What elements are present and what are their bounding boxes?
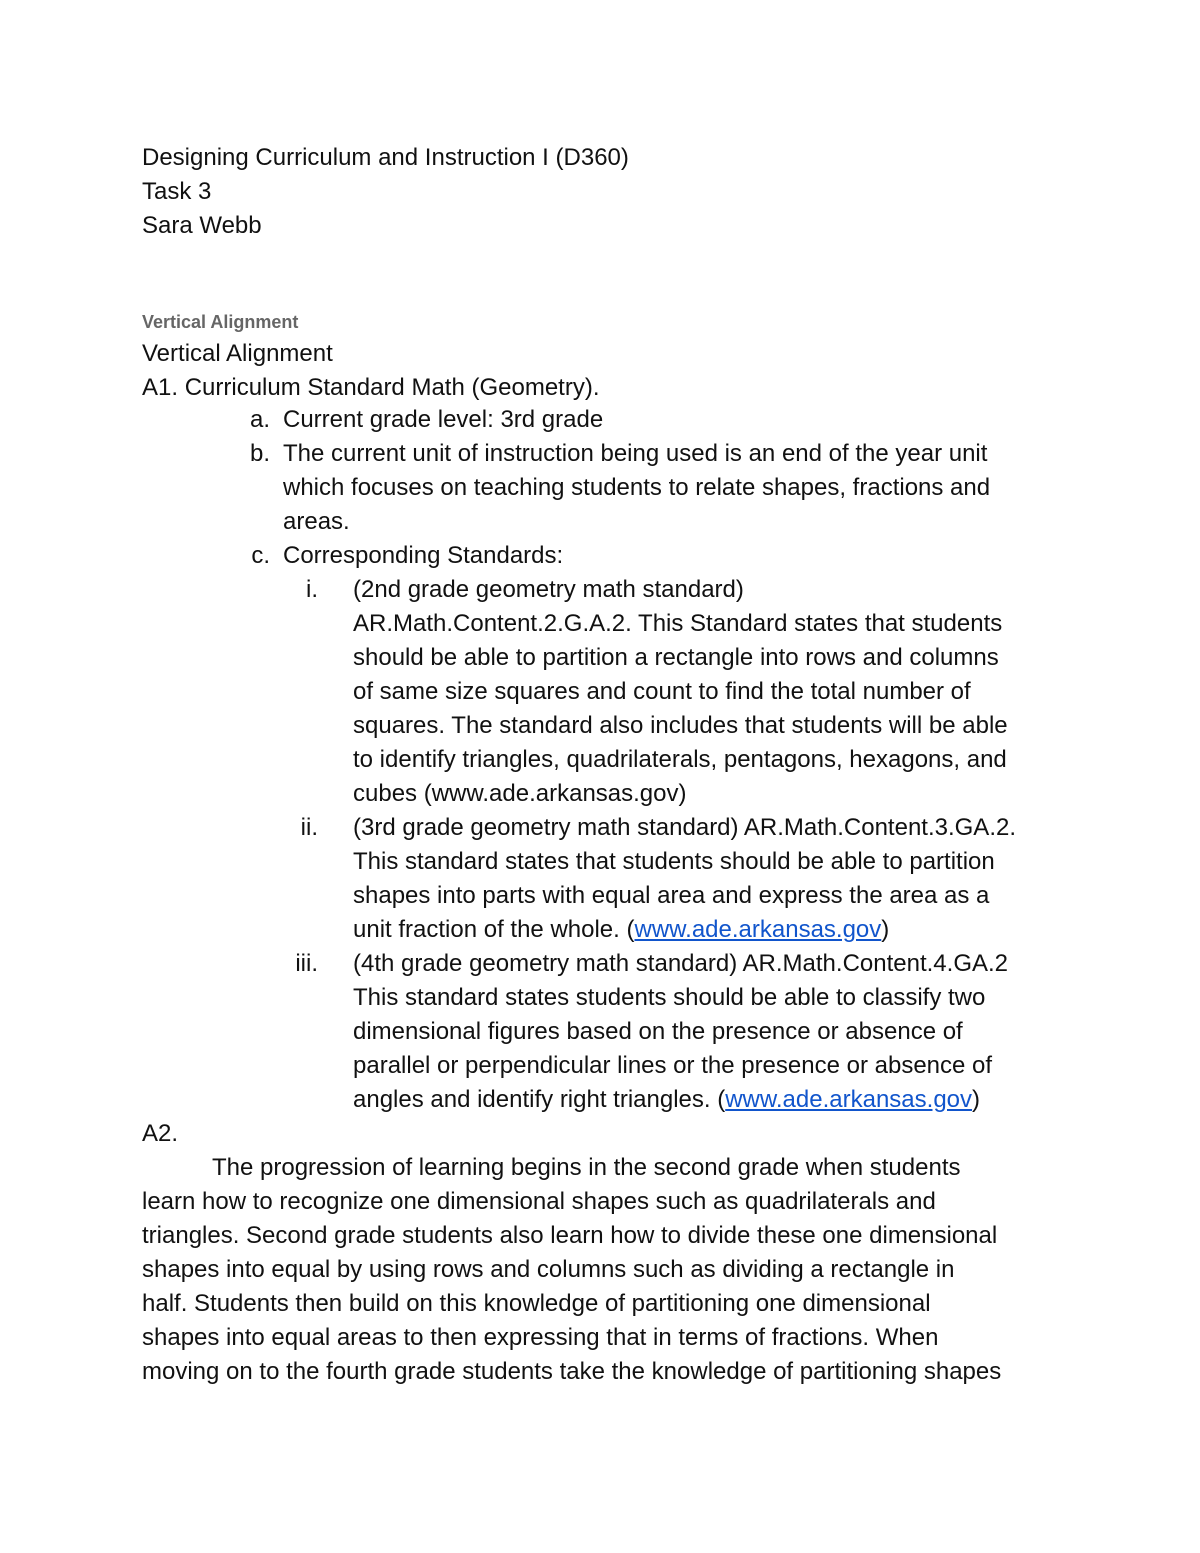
list-item-i-line: AR.Math.Content.2.G.A.2. This Standard states that students [353, 610, 1003, 637]
ade-arkansas-link[interactable]: www.ade.arkansas.gov [634, 916, 882, 943]
task-label: Task 3 [142, 178, 212, 205]
a2-paragraph-line: learn how to recognize one dimensional shapes such as quadrilaterals and [142, 1188, 936, 1215]
list-item-i-line: (2nd grade geometry math standard) [353, 576, 744, 603]
a2-paragraph-line: half. Students then build on this knowledge of partitioning one dimensional [142, 1290, 931, 1317]
list-item-ii-prefix: unit fraction of the whole. ( [353, 916, 635, 943]
a2-paragraph-line: triangles. Second grade students also learn how to divide these one dimensional [142, 1222, 998, 1249]
list-marker-i: i. [306, 576, 318, 603]
list-item-iii-suffix: ) [972, 1086, 981, 1113]
list-marker-c: c. [251, 542, 270, 569]
list-item-i-line: to identify triangles, quadrilaterals, pentagons, hexagons, and [353, 746, 1007, 773]
list-marker-b: b. [249, 440, 270, 467]
list-item-b-line: The current unit of instruction being used is an end of the year unit [283, 440, 988, 467]
list-item-a-line: Current grade level: 3rd grade [283, 406, 604, 433]
small-heading: Vertical Alignment [142, 312, 299, 332]
list-item-i-line: should be able to partition a rectangle into rows and columns [353, 644, 999, 671]
list-item-i-line: cubes (www.ade.arkansas.gov) [353, 780, 687, 807]
a2-paragraph-line: shapes into equal by using rows and columns such as dividing a rectangle in [142, 1256, 955, 1283]
a2-paragraph-line: shapes into equal areas to then expressing that in terms of fractions. When [142, 1324, 939, 1351]
list-item-iii-line: (4th grade geometry math standard) AR.Math.Content.4.GA.2 [353, 950, 1009, 977]
list-item-ii-last-line [353, 913, 889, 947]
list-item-ii-line: shapes into parts with equal area and express the area as a [353, 882, 990, 909]
list-marker-iii: iii. [295, 950, 318, 977]
course-title: Designing Curriculum and Instruction I (D360) [142, 144, 629, 171]
list-item-c-line: Corresponding Standards: [283, 542, 564, 569]
list-marker-a: a. [249, 406, 270, 433]
list-item-ii-line: (3rd grade geometry math standard) AR.Math.Content.3.GA.2. [353, 814, 1016, 841]
list-item-b-line: areas. [283, 508, 350, 535]
list-item-iii-line: This standard states students should be able to classify two [353, 984, 986, 1011]
a2-paragraph-line: moving on to the fourth grade students take the knowledge of partitioning shapes [142, 1358, 1002, 1385]
ade-arkansas-link[interactable]: www.ade.arkansas.gov [725, 1086, 973, 1113]
list-item-iii-last-line [353, 1083, 980, 1117]
list-item-iii-line: parallel or perpendicular lines or the presence or absence of [353, 1052, 993, 1079]
list-item-ii-suffix: ) [881, 916, 890, 943]
list-item-ii-line: This standard states that students should be able to partition [353, 848, 995, 875]
a2-title: A2. [142, 1120, 179, 1147]
section-heading: Vertical Alignment [142, 340, 333, 367]
list-item-iii-prefix: angles and identify right triangles. ( [353, 1086, 726, 1113]
list-item-iii-line: dimensional figures based on the presence or absence of [353, 1018, 963, 1045]
a1-title: A1. Curriculum Standard Math (Geometry). [142, 374, 600, 401]
list-item-b-line: which focuses on teaching students to relate shapes, fractions and [283, 474, 991, 501]
list-item-i-line: of same size squares and count to find the total number of [353, 678, 971, 705]
author-name: Sara Webb [142, 212, 262, 239]
list-marker-ii: ii. [300, 814, 318, 841]
list-item-i-line: squares. The standard also includes that students will be able [353, 712, 1008, 739]
a2-paragraph-line: The progression of learning begins in the second grade when students [212, 1154, 961, 1181]
